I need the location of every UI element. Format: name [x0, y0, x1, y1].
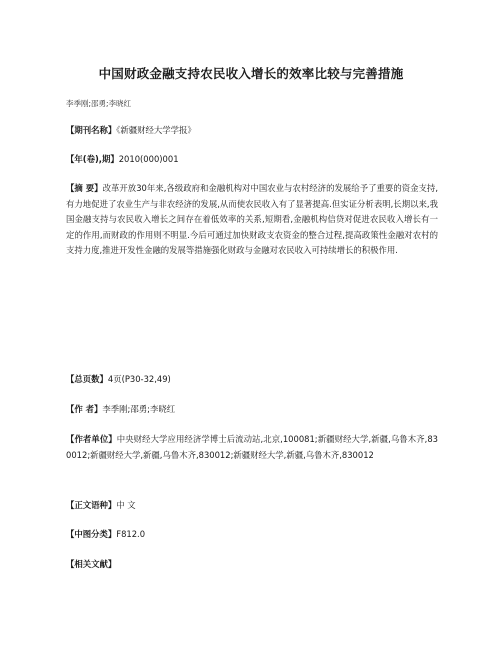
field-journal-value: 《新疆财经大学学报》 — [116, 125, 196, 135]
field-language-value: 中 文 — [116, 500, 136, 510]
field-related — [66, 557, 438, 573]
field-language — [66, 498, 438, 514]
field-author-label: 【作 者】 — [66, 404, 103, 414]
field-affiliation-value: 中央财经大学应用经济学博士后流动站,北京,100081;新疆财经大学,新疆,乌鲁木齐,830012;新疆财经大学,新疆,乌鲁木齐,830012;新疆财经大学,新疆,乌鲁木齐,830012 — [66, 434, 439, 460]
field-abstract-value: 改革开放30年来,各级政府和金融机构对中国农业与农村经济的发展给予了重要的资金支持,有力地促进了农业生产与非农经济的发展,从而使农民收入有了显著提高.但实证分析表明,长期以来,我国金融支持与农民收入增长之间存在着低效率的关系,短期看,金融机构信贷对促进农民收入增长有一定的作用,而财政的作用则不明显.今后可通过加快财政支农资金的整合过程,提高政策性金融对农村的支持力度,推进开发性金融的发展等措施强化财政与金融对农民收入可持续增长的积极作用. — [66, 183, 439, 255]
field-language-label: 【正文语种】 — [66, 500, 117, 510]
field-pages — [66, 372, 438, 388]
field-year — [66, 152, 438, 168]
field-year-value: 2010(000)001 — [118, 154, 179, 164]
field-journal-label: 【期刊名称】 — [66, 125, 117, 135]
field-related-label: 【相关文献】 — [66, 559, 117, 569]
field-classification-value: F812.0 — [116, 529, 146, 539]
field-pages-label: 【总页数】 — [66, 374, 108, 384]
field-author-value: 李季刚;邵勇;李晓红 — [102, 404, 176, 414]
authors-line: 李季刚;邵勇;李晓红 — [66, 99, 132, 108]
field-classification — [66, 527, 438, 543]
field-abstract — [66, 181, 438, 259]
field-year-label: 【年(卷),期】 — [66, 154, 119, 164]
field-author — [66, 402, 438, 418]
field-affiliation-label: 【作者单位】 — [66, 434, 117, 444]
field-pages-value: 4页(P30-32,49) — [107, 374, 171, 384]
page-title: 中国财政金融支持农民收入增长的效率比较与完善措施 — [98, 66, 404, 81]
field-journal — [66, 123, 438, 139]
field-classification-label: 【中图分类】 — [66, 529, 117, 539]
field-affiliation — [66, 432, 438, 463]
field-abstract-label: 【摘 要】 — [66, 183, 103, 193]
